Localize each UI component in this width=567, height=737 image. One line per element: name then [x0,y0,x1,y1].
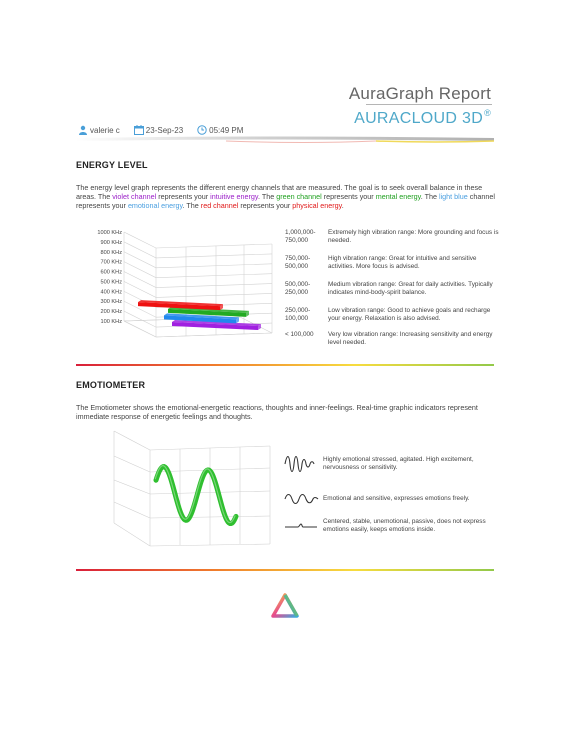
energy-intro: The energy level graph represents the different energy channels that are measured. The goal is to seek overall balance in these areas. The violet channel represents your intuitive energy. The green channel represents your mental energy. The light blue channel represents your emotional energy. The red channel represents your physical energy. [76,183,495,211]
section-divider-bottom [76,569,494,571]
emotiometer-grid [114,431,270,546]
legend-range: 750,000- 500,000 [285,255,311,270]
report-meta [78,125,257,135]
energy-level-chart [76,224,276,354]
legend-description: Extremely high vibration range: More grounding and focus is needed. [328,229,499,244]
legend-description: Very low vibration range: Increasing sensitivity and energy level needed. [328,331,493,346]
emotiometer-intro: The Emotiometer shows the emotional-energetic reactions, thoughts and inner-feelings. Real-time graphic indicators represent immediate response of energetic feelings and thoughts. [76,403,478,422]
y-tick-label: 900 KHz [100,239,122,246]
title-divider [366,104,492,105]
flat-wave-icon [283,519,321,533]
report-date: 23-Sep-23 [145,125,184,135]
meta-date [134,125,183,135]
legend-description: Low vibration range: Good to achieve goals and recharge your energy. Relaxation is also advised. [328,307,491,322]
report-title: AuraGraph Report [348,84,491,103]
legend-range: < 100,000 [285,331,314,338]
legend-text: Highly emotional stressed, agitated. High excitement, nervousness or sensitivity. [323,456,474,471]
y-tick-label: 500 KHz [100,279,122,286]
legend-range: 250,000- 100,000 [285,307,311,322]
energy-legend-row [285,281,500,297]
y-tick-label: 200 KHz [100,309,122,316]
calendar-icon [134,125,144,135]
y-tick-label: 400 KHz [100,289,122,296]
y-axis-ticks [97,230,122,325]
emotiometer-heading: EMOTIOMETER [76,380,146,390]
y-tick-label: 300 KHz [100,299,122,306]
registered-mark: ® [484,108,491,118]
legend-description: Medium vibration range: Great for daily activities. Typically indicates mind-body-spirit balance. [328,281,493,296]
header-divider [76,135,494,147]
emotiometer-legend-high [283,454,498,474]
emotiometer-chart [112,428,272,558]
brand-name: AURACLOUD 3D® [354,108,491,127]
user-icon [78,125,88,135]
y-tick-label: 1000 KHz [97,230,122,236]
legend-text: Centered, stable, unemotional, passive, does not express emotions easily, keeps emotions inside. [323,518,486,533]
energy-legend-row [285,307,500,323]
medium-wave-icon [283,492,321,506]
emotiometer-legend-flat [283,518,498,534]
y-tick-label: 700 KHz [100,259,122,266]
user-name: valerie c [90,125,120,135]
legend-range: 500,000- 250,000 [285,281,311,296]
section-divider [76,364,494,366]
emotiometer-legend-medium [283,492,498,506]
clock-icon [197,125,207,135]
y-tick-label: 100 KHz [100,319,122,325]
legend-description: High vibration range: Great for intuitive and sensitive activities. More focus is advised. [328,255,477,270]
y-tick-label: 600 KHz [100,269,122,276]
energy-legend-row [285,255,500,271]
energy-legend-row [285,229,500,245]
energy-heading: ENERGY LEVEL [76,160,148,170]
report-time: 05:49 PM [209,125,244,135]
meta-user [78,125,120,135]
legend-range: 1,000,000- 750,000 [285,229,316,244]
y-tick-label: 800 KHz [100,249,122,256]
meta-time [197,125,243,135]
auracloud-logo [271,593,299,619]
energy-legend-row [285,331,500,347]
legend-text: Emotional and sensitive, expresses emotions freely. [323,495,470,502]
high-wave-icon [283,454,321,474]
